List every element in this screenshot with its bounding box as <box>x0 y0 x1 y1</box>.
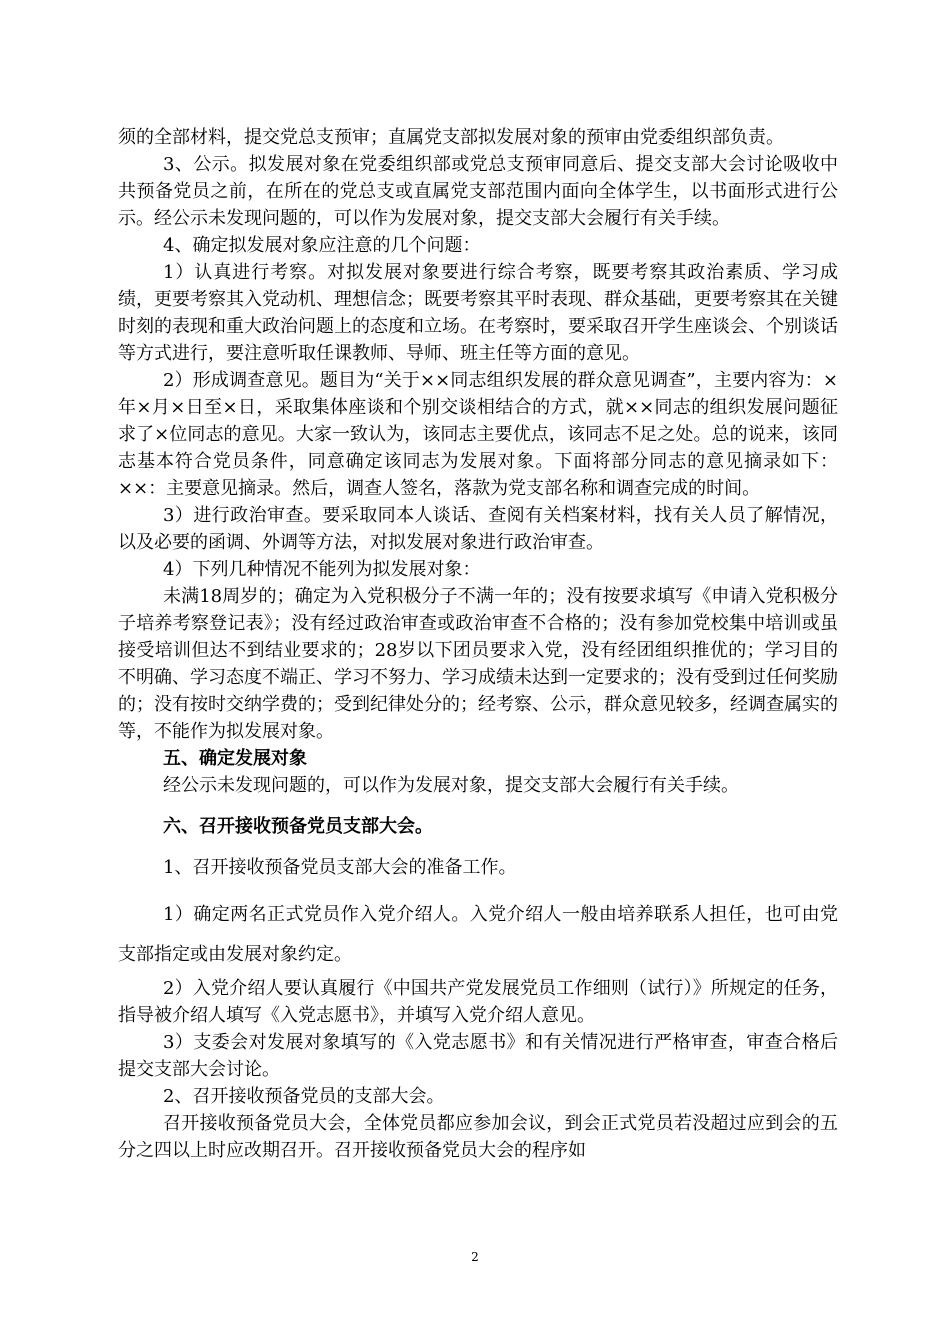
paragraph: 4）下列几种情况不能列为拟发展对象： <box>163 559 481 580</box>
paragraph: 未满18周岁的；确定为入党积极分子不满一年的；没有按要求填写《申请入党积极分子培养考察登记表》；没有经过政治审查或政治审查不合格的；没有参加党校集中培训或虽接受培训但达不到结业要求的；28岁以下团员要求入党，没有经团组织推优的；学习目的不明确、学习态度不端正、学习不努力、学习成绩未达到一定要求的；没有受到过任何奖励的；没有按时交纳学费的；受到纪律处分的；经考察、公示，群众意见较多，经调查属实的等，不能作为拟发展对象。 <box>118 586 838 742</box>
paragraph: 经公示未发现问题的，可以作为发展对象，提交支部大会履行有关手续。 <box>163 775 739 796</box>
paragraph: 4、确定拟发展对象应注意的几个问题： <box>163 235 481 256</box>
paragraph: 1、召开接收预备党员支部大会的准备工作。 <box>163 857 517 878</box>
paragraph: 2）入党介绍人要认真履行《中国共产党发展党员工作细则（试行）》所规定的任务，指导被介绍人填写《入党志愿书》，并填写入党介绍人意见。 <box>118 978 838 1026</box>
paragraph: 2、召开接收预备党员的支部大会。 <box>163 1086 445 1107</box>
paragraph: 须的全部材料，提交党总支预审；直属党支部拟发展对象的预审由党委组织部负责。 <box>118 127 784 148</box>
paragraph: 3、公示。拟发展对象在党委组织部或党总支预审同意后、提交支部大会讨论吸收中共预备党员之前，在所在的党总支或直属党支部范围内面向全体学生，以书面形式进行公示。经公示未发现问题的，可以作为发展对象，提交支部大会履行有关手续。 <box>118 154 838 229</box>
document-body <box>118 124 838 1164</box>
paragraph: 召开接收预备党员大会，全体党员都应参加会议，到会正式党员若没超过应到会的五分之四以上时应改期召开。召开接收预备党员大会的程序如 <box>118 1113 838 1161</box>
section-heading: 六、召开接收预备党员支部大会。 <box>163 816 433 837</box>
page-number: 2 <box>471 1250 479 1264</box>
paragraph: 3）进行政治审查。要采取同本人谈话、查阅有关档案材料，找有关人员了解情况，以及必要的函调、外调等方法，对拟发展对象进行政治审查。 <box>118 505 838 553</box>
paragraph: 1）认真进行考察。对拟发展对象要进行综合考察，既要考察其政治素质、学习成绩，更要考察其入党动机、理想信念；既要考察其平时表现、群众基础，更要考察其在关键时刻的表现和重大政治问题上的态度和立场。在考察时，要采取召开学生座谈会、个别谈话等方式进行，要注意听取任课教师、导师、班主任等方面的意见。 <box>118 262 838 364</box>
paragraph: 1）确定两名正式党员作入党介绍人。入党介绍人一般由培养联系人担任，也可由党支部指定或由发展对象约定。 <box>118 904 838 965</box>
section-heading: 五、确定发展对象 <box>163 748 307 769</box>
paragraph: 2）形成调查意见。题目为“关于××同志组织发展的群众意见调查”，主要内容为：×年×月×日至×日，采取集体座谈和个别交谈相结合的方式，就××同志的组织发展问题征求了×位同志的意见。大家一致认为，该同志主要优点，该同志不足之处。总的说来，该同志基本符合党员条件，同意确定该同志为发展对象。下面将部分同志的意见摘录如下：××：主要意见摘录。然后，调查人签名，落款为党支部名称和调查完成的时间。 <box>118 370 838 499</box>
paragraph: 3）支委会对发展对象填写的《入党志愿书》和有关情况进行严格审查，审查合格后提交支部大会讨论。 <box>118 1032 838 1080</box>
